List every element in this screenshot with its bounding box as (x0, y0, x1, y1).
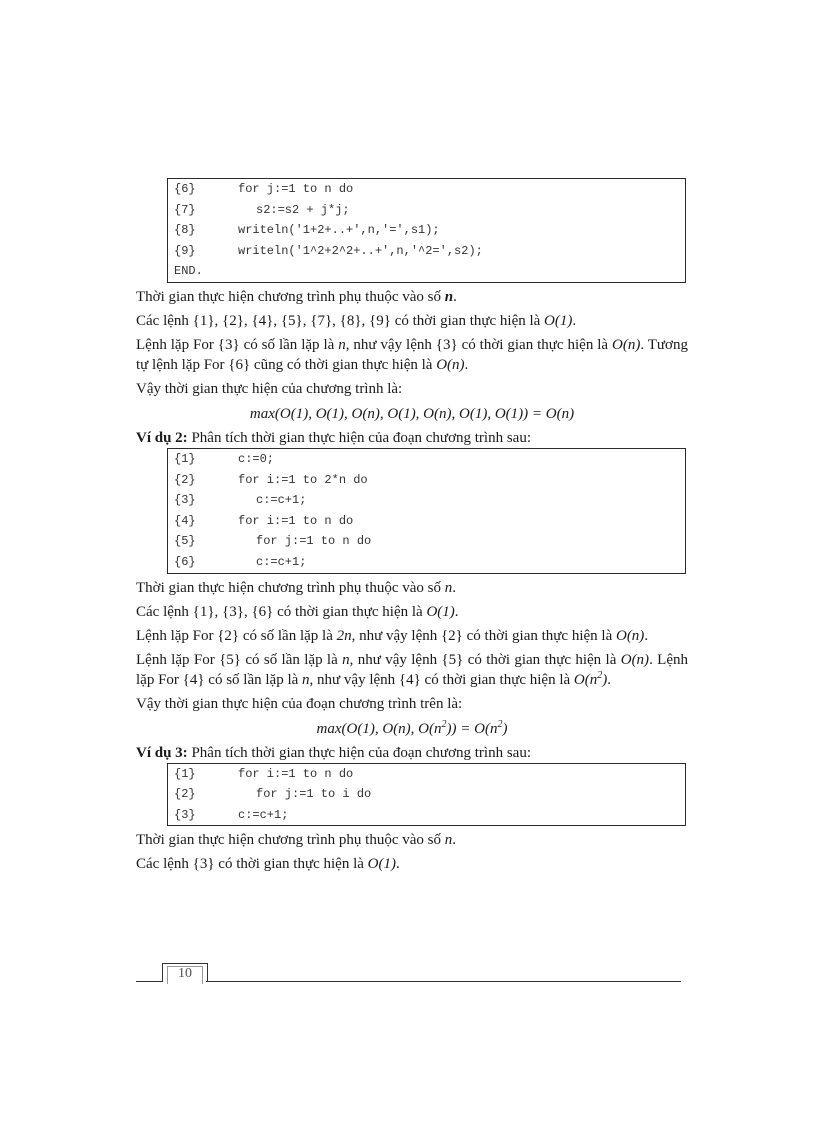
code-line: END. (174, 264, 203, 279)
paragraph: Các lệnh {3} có thời gian thực hiện là O(1). (136, 856, 400, 873)
paragraph: Các lệnh {1}, {2}, {4}, {5}, {7}, {8}, {9} có thời gian thực hiện là O(1). (136, 312, 577, 329)
code-line: {3} c:=c+1; (174, 807, 289, 822)
code-line: {2} for i:=1 to 2*n do (174, 472, 368, 487)
code-line: {6} c:=c+1; (174, 554, 307, 569)
paragraph: Vậy thời gian thực hiện của đoạn chương trình trên là: (136, 695, 463, 712)
code-line: {5} for j:=1 to n do (174, 534, 372, 549)
code-line: {1} c:=0; (174, 451, 275, 466)
code-block-2 (167, 448, 686, 574)
code-line: {4} for i:=1 to n do (174, 513, 354, 528)
page-content (136, 178, 688, 874)
code-line: {2} for j:=1 to i do (174, 787, 372, 802)
paragraph: Thời gian thực hiện chương trình phụ thuộc vào số n. (136, 288, 457, 305)
page-number: 10 (162, 963, 208, 982)
formula: max(O(1), O(1), O(n), O(1), O(n), O(1), O(1)) = O(n) (249, 405, 575, 422)
code-line: {8} writeln('1+2+..+',n,'=',s1); (174, 223, 440, 238)
paragraph: Vậy thời gian thực hiện của chương trình là: (136, 380, 403, 397)
code-line: {9} writeln('1^2+2^2+..+',n,'^2=',s2); (174, 243, 483, 258)
example-heading: Ví dụ 3: Phân tích thời gian thực hiện của đoạn chương trình sau: (136, 744, 531, 761)
paragraph: Lệnh lặp For {5} có số lần lặp là n, như vậy lệnh {5} có thời gian thực hiện là O(n). Lệnh lặp For {4} có số lần lặp là n, như vậy lệnh {4} có thời gian thực hiện là $O(n^2)$. (136, 651, 688, 688)
code-block-1 (167, 178, 686, 283)
code-block-3 (167, 763, 686, 827)
formula: max(O(1), O(n), $O(n^2)) = O(n^2)$ (316, 718, 508, 737)
example-heading: Ví dụ 2: Phân tích thời gian thực hiện của đoạn chương trình sau: (136, 429, 531, 446)
code-line: {1} for i:=1 to n do (174, 766, 354, 781)
paragraph: Các lệnh {1}, {3}, {6} có thời gian thực hiện là O(1). (136, 603, 459, 620)
footer-rule (206, 981, 681, 982)
code-line: {7} s2:=s2 + j*j; (174, 202, 350, 217)
paragraph: Lệnh lặp For {3} có số lần lặp là n, như vậy lệnh {3} có thời gian thực hiện là O(n). Tương tự lệnh lặp For {6} cũng có thời gian thực hiện là O(n). (136, 336, 688, 373)
code-line: {6} for j:=1 to n do (174, 182, 354, 196)
paragraph: Thời gian thực hiện chương trình phụ thuộc vào số n. (136, 579, 456, 596)
page-footer (136, 963, 681, 983)
paragraph: Thời gian thực hiện chương trình phụ thuộc vào số n. (136, 832, 456, 849)
footer-rule (136, 981, 162, 982)
code-line: {3} c:=c+1; (174, 493, 307, 508)
paragraph: Lệnh lặp For {2} có số lần lặp là 2n, như vậy lệnh {2} có thời gian thực hiện là O(n). (136, 627, 649, 644)
